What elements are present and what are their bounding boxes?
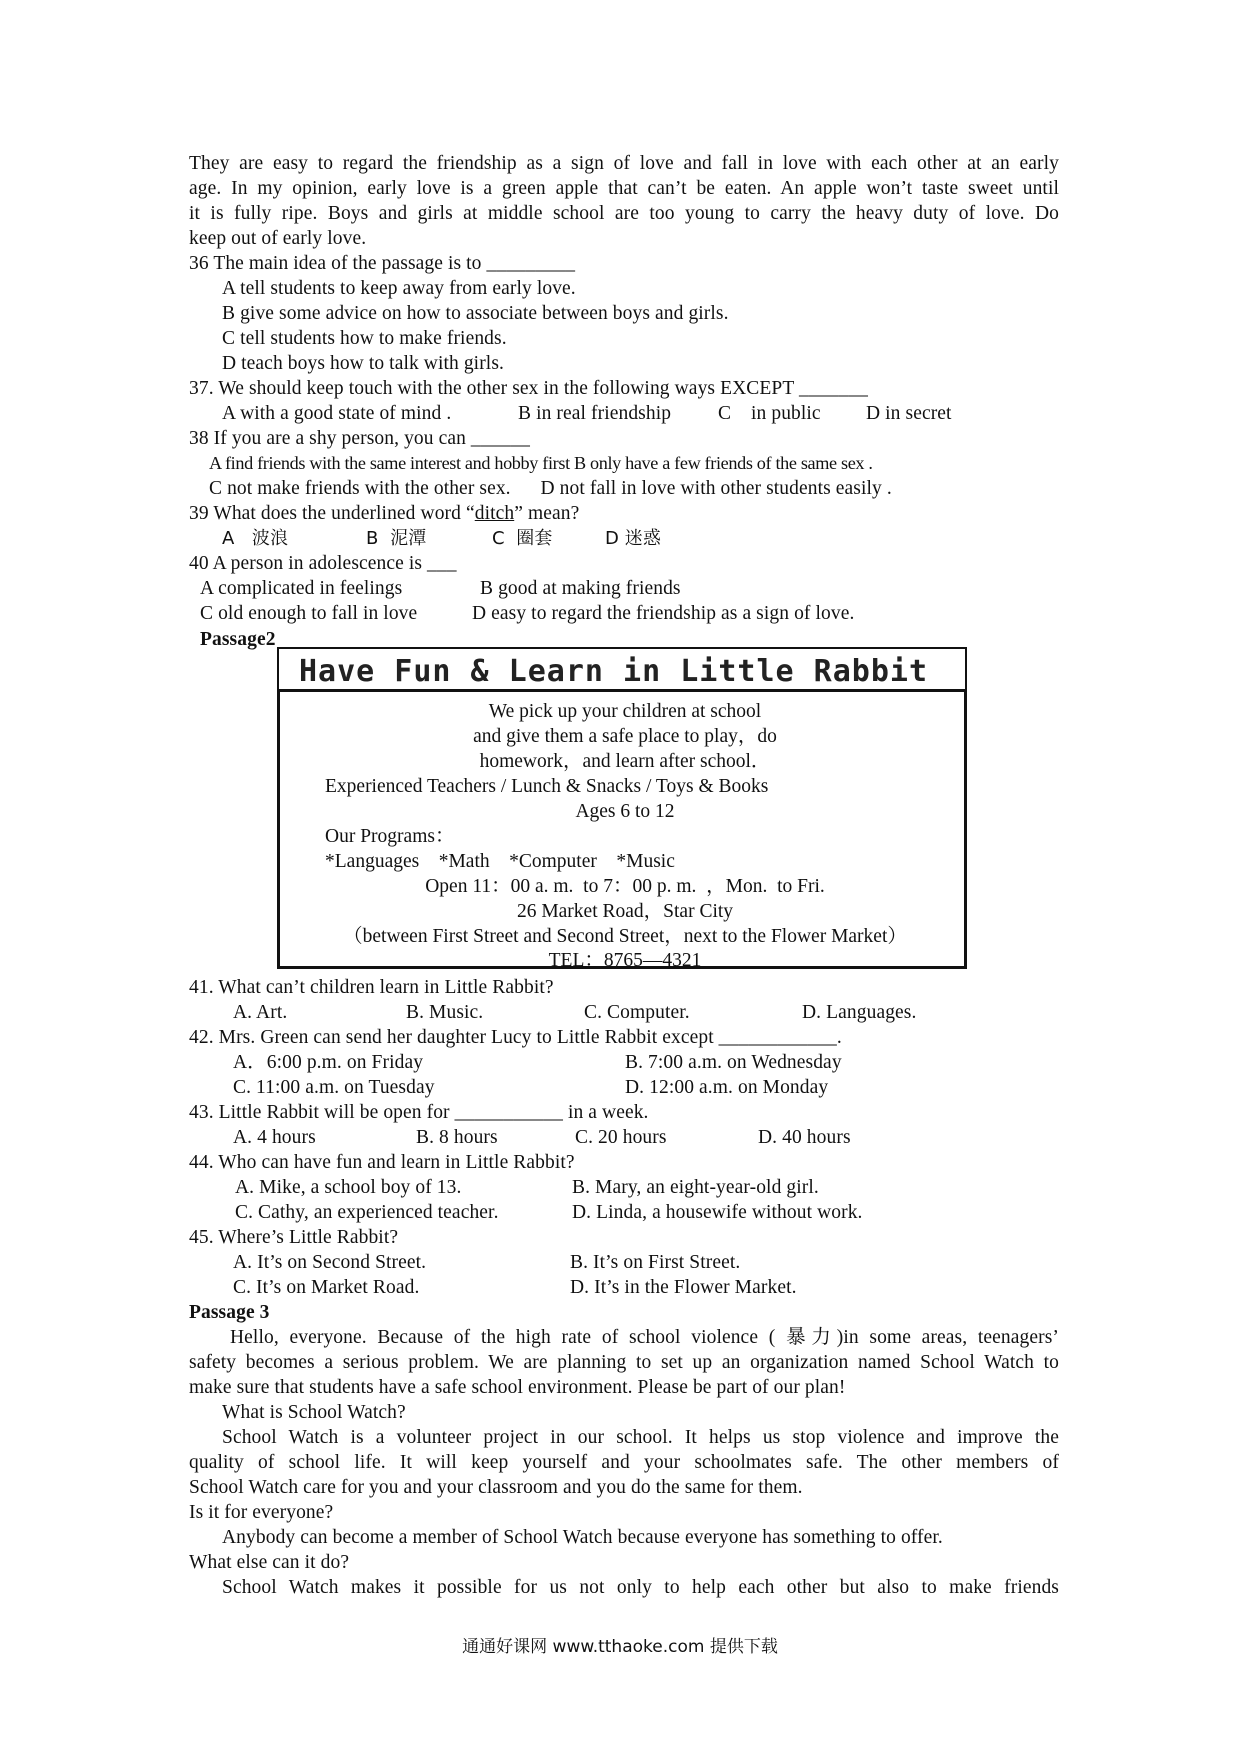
ad-line: Experienced Teachers / Lunch & Snacks / Toys & Books <box>325 776 769 797</box>
question-37-option-b: B in real friendship <box>518 403 672 424</box>
question-39-stem <box>189 501 579 526</box>
question-39-option-d: D 迷惑 <box>605 528 661 549</box>
question-43-stem: 43. Little Rabbit will be open for ___________ in a week. <box>189 1102 649 1123</box>
ad-telephone: TEL：8765—4321 <box>548 950 702 971</box>
passage3-heading: What else can it do? <box>189 1552 350 1573</box>
ad-line: We pick up your children at school <box>488 701 762 722</box>
question-40-option-a: A complicated in feelings <box>200 578 403 599</box>
question-41-stem: 41. What can’t children learn in Little Rabbit? <box>189 977 554 998</box>
passage3-line: School Watch care for you and your classroom and you do the same for them. <box>189 1477 803 1498</box>
question-39-option-c: C 圈套 <box>492 528 553 549</box>
question-42-option-c: C. 11:00 a.m. on Tuesday <box>233 1077 435 1098</box>
question-43-option-d: D. 40 hours <box>758 1127 851 1148</box>
ad-box <box>277 689 967 969</box>
question-36-option-a: A tell students to keep away from early love. <box>222 278 576 299</box>
question-45-option-d: D. It’s in the Flower Market. <box>570 1277 797 1298</box>
passage-3-label: Passage 3 <box>189 1302 270 1323</box>
passage1-line: it is fully ripe. Boys and girls at middle school are too young to carry the heavy duty of love. Do <box>189 203 1059 224</box>
question-38-stem: 38 If you are a shy person, you can ______ <box>189 428 531 449</box>
question-40-stem: 40 A person in adolescence is ___ <box>189 553 457 574</box>
passage1-line: keep out of early love. <box>189 228 367 249</box>
question-37-stem: 37. We should keep touch with the other sex in the following ways EXCEPT _______ <box>189 378 868 399</box>
question-45-option-b: B. It’s on First Street. <box>570 1252 741 1273</box>
question-45-option-a: A. It’s on Second Street. <box>233 1252 427 1273</box>
passage3-line: School Watch is a volunteer project in our school. It helps us stop violence and improve the <box>222 1427 1059 1448</box>
question-44-option-b: B. Mary, an eight-year-old girl. <box>572 1177 819 1198</box>
question-43-option-a: A. 4 hours <box>233 1127 316 1148</box>
question-37-option-c: C in public <box>718 403 821 424</box>
question-43-option-b: B. 8 hours <box>416 1127 498 1148</box>
question-41-option-b: B. Music. <box>406 1002 484 1023</box>
question-37-option-a: A with a good state of mind . <box>222 403 452 424</box>
passage3-line: quality of school life. It will keep yourself and your schoolmates safe. The other members of <box>189 1452 1059 1473</box>
ad-location: （between First Street and Second Street，next to the Flower Market） <box>343 926 907 947</box>
question-42-option-b: B. 7:00 a.m. on Wednesday <box>625 1052 842 1073</box>
question-38-options-line-1: A find friends with the same interest and hobby first B only have a few friends of the same sex . <box>209 453 873 473</box>
passage3-heading: Is it for everyone? <box>189 1502 334 1523</box>
ad-line: and give them a safe place to play，do <box>473 726 777 747</box>
question-36-option-c: C tell students how to make friends. <box>222 328 507 349</box>
question-36-option-d: D teach boys how to talk with girls. <box>222 353 504 374</box>
question-45-option-c: C. It’s on Market Road. <box>233 1277 420 1298</box>
ad-address: 26 Market Road，Star City <box>516 901 734 922</box>
question-42-stem: 42. Mrs. Green can send her daughter Lucy to Little Rabbit except ____________. <box>189 1027 842 1048</box>
ad-programs: *Languages *Math *Computer *Music <box>325 851 675 872</box>
question-39-stem-suffix: ” mean? <box>514 503 580 524</box>
passage3-line: make sure that students have a safe school environment. Please be part of our plan! <box>189 1377 846 1398</box>
ad-title-text: Have Fun & Learn in Little Rabbit <box>299 654 929 689</box>
passage1-line: They are easy to regard the friendship as a sign of love and fall in love with each other at an early <box>189 153 1059 174</box>
passage3-line: safety becomes a serious problem. We are planning to set up an organization named School Watch to <box>189 1352 1059 1373</box>
passage-2-label: Passage2 <box>200 629 276 650</box>
question-44-stem: 44. Who can have fun and learn in Little Rabbit? <box>189 1152 575 1173</box>
ad-title-banner <box>277 647 967 689</box>
question-44-option-c: C. Cathy, an experienced teacher. <box>235 1202 499 1223</box>
passage3-line: Hello, everyone. Because of the high rate of school violence ( 暴力)in some areas, teenagers’ <box>230 1327 1059 1348</box>
question-37-option-d: D in secret <box>866 403 952 424</box>
question-41-option-a: A. Art. <box>233 1002 288 1023</box>
question-41-option-c: C. Computer. <box>584 1002 690 1023</box>
passage3-heading: What is School Watch? <box>222 1402 406 1423</box>
question-39-stem-prefix: 39 What does the underlined word “ <box>189 503 475 524</box>
ad-title-svg <box>279 649 965 689</box>
passage3-line: Anybody can become a member of School Watch because everyone has something to offer. <box>222 1527 943 1548</box>
question-44-option-a: A. Mike, a school boy of 13. <box>235 1177 462 1198</box>
question-39-option-a: A 波浪 <box>222 528 289 549</box>
question-39-option-b: B 泥潭 <box>366 528 427 549</box>
ad-line: homework，and learn after school． <box>479 751 771 772</box>
passage3-line: School Watch makes it possible for us not only to help each other but also to make friends <box>222 1577 1059 1598</box>
question-45-stem: 45. Where’s Little Rabbit? <box>189 1227 399 1248</box>
question-40-option-b: B good at making friends <box>480 578 681 599</box>
ad-line: Our Programs： <box>325 826 455 847</box>
question-42-option-a: A．6:00 p.m. on Friday <box>233 1052 424 1073</box>
passage1-line: age. In my opinion, early love is a green apple that can’t be eaten. An apple won’t taste sweet until <box>189 178 1059 199</box>
question-36-stem: 36 The main idea of the passage is to _________ <box>189 253 576 274</box>
ad-line: Ages 6 to 12 <box>575 801 675 822</box>
question-36-option-b: B give some advice on how to associate between boys and girls. <box>222 303 729 324</box>
question-40-option-d: D easy to regard the friendship as a sign of love. <box>472 603 855 624</box>
question-41-option-d: D. Languages. <box>802 1002 917 1023</box>
page-footer: 通通好课网 www.tthaoke.com 提供下载 <box>462 1637 778 1657</box>
question-38-options-line-2: C not make friends with the other sex. D not fall in love with other students easily . <box>209 478 892 499</box>
ad-hours: Open 11：00 a. m. to 7：00 p. m. ，Mon. to Fri. <box>425 876 825 897</box>
question-43-option-c: C. 20 hours <box>575 1127 667 1148</box>
question-42-option-d: D. 12:00 a.m. on Monday <box>625 1077 829 1098</box>
question-44-option-d: D. Linda, a housewife without work. <box>572 1202 863 1223</box>
underlined-word: ditch <box>474 503 515 524</box>
question-40-option-c: C old enough to fall in love <box>200 603 418 624</box>
